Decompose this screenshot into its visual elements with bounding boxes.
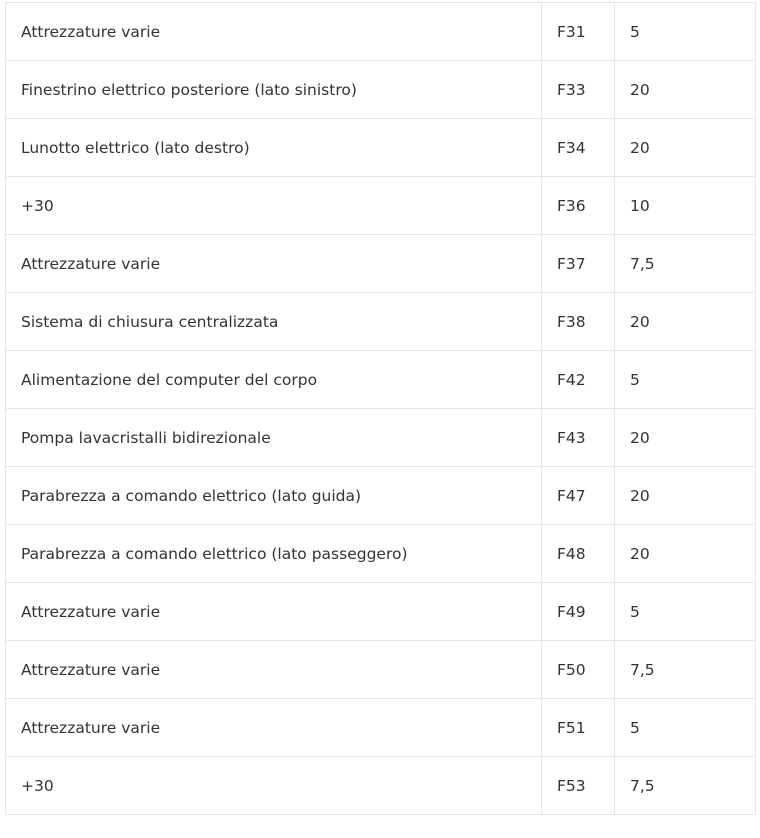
table-row xyxy=(6,641,756,699)
fuse-cell: F31 xyxy=(542,3,615,61)
description-cell: Attrezzature varie xyxy=(6,235,542,293)
table-row xyxy=(6,525,756,583)
amperage-cell: 5 xyxy=(615,3,756,61)
amperage-cell: 20 xyxy=(615,61,756,119)
description-cell: Lunotto elettrico (lato destro) xyxy=(6,119,542,177)
fuse-cell: F36 xyxy=(542,177,615,235)
amperage-cell: 7,5 xyxy=(615,757,756,815)
amperage-cell: 20 xyxy=(615,525,756,583)
description-cell: Parabrezza a comando elettrico (lato passeggero) xyxy=(6,525,542,583)
description-cell: Parabrezza a comando elettrico (lato guida) xyxy=(6,467,542,525)
fuse-table xyxy=(5,2,756,815)
amperage-cell: 20 xyxy=(615,293,756,351)
description-cell: Sistema di chiusura centralizzata xyxy=(6,293,542,351)
table-row xyxy=(6,757,756,815)
fuse-table-body xyxy=(6,3,756,815)
description-cell: Alimentazione del computer del corpo xyxy=(6,351,542,409)
fuse-cell: F33 xyxy=(542,61,615,119)
table-row xyxy=(6,351,756,409)
fuse-cell: F37 xyxy=(542,235,615,293)
table-row xyxy=(6,293,756,351)
description-cell: Attrezzature varie xyxy=(6,583,542,641)
description-cell: +30 xyxy=(6,757,542,815)
table-row xyxy=(6,699,756,757)
fuse-cell: F49 xyxy=(542,583,615,641)
description-cell: Attrezzature varie xyxy=(6,699,542,757)
amperage-cell: 20 xyxy=(615,119,756,177)
table-row xyxy=(6,409,756,467)
fuse-cell: F48 xyxy=(542,525,615,583)
table-row xyxy=(6,583,756,641)
table-row xyxy=(6,177,756,235)
fuse-cell: F50 xyxy=(542,641,615,699)
description-cell: Attrezzature varie xyxy=(6,641,542,699)
amperage-cell: 7,5 xyxy=(615,235,756,293)
amperage-cell: 5 xyxy=(615,351,756,409)
table-row xyxy=(6,235,756,293)
amperage-cell: 5 xyxy=(615,583,756,641)
fuse-cell: F38 xyxy=(542,293,615,351)
description-cell: +30 xyxy=(6,177,542,235)
table-row xyxy=(6,3,756,61)
table-row xyxy=(6,467,756,525)
amperage-cell: 5 xyxy=(615,699,756,757)
amperage-cell: 10 xyxy=(615,177,756,235)
amperage-cell: 20 xyxy=(615,409,756,467)
fuse-cell: F51 xyxy=(542,699,615,757)
fuse-cell: F43 xyxy=(542,409,615,467)
table-row xyxy=(6,61,756,119)
description-cell: Finestrino elettrico posteriore (lato sinistro) xyxy=(6,61,542,119)
description-cell: Attrezzature varie xyxy=(6,3,542,61)
fuse-cell: F47 xyxy=(542,467,615,525)
description-cell: Pompa lavacristalli bidirezionale xyxy=(6,409,542,467)
fuse-cell: F42 xyxy=(542,351,615,409)
amperage-cell: 20 xyxy=(615,467,756,525)
table-row xyxy=(6,119,756,177)
fuse-cell: F34 xyxy=(542,119,615,177)
amperage-cell: 7,5 xyxy=(615,641,756,699)
fuse-cell: F53 xyxy=(542,757,615,815)
